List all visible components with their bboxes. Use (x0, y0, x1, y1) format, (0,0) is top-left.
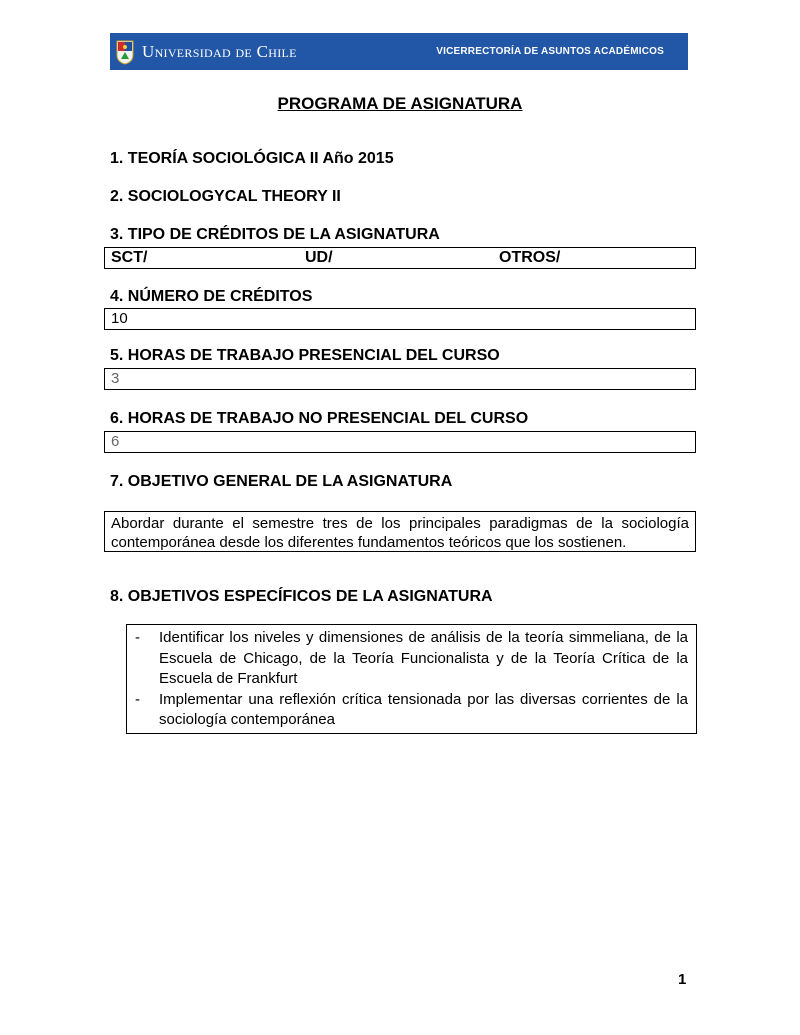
section-4-heading: 4. NÚMERO DE CRÉDITOS (110, 288, 313, 305)
section-6-heading: 6. HORAS DE TRABAJO NO PRESENCIAL DEL CURSO (110, 410, 529, 427)
sct-label: SCT/ (111, 249, 148, 266)
credits-box (104, 308, 696, 330)
ud-label: UD/ (305, 249, 333, 266)
vicerrectoria-label: VICERRECTORÍA DE ASUNTOS ACADÉMICOS (436, 46, 664, 57)
non-presential-hours-value: 6 (111, 433, 120, 450)
presential-hours-box (104, 368, 696, 390)
list-item: - Identificar los niveles y dimensiones de análisis de la teoría simmeliana, de la Escuela de Chicago, de la Teoría Funcionalista y de la Teoría Crítica de la Escuela de Frankfurt (135, 629, 688, 687)
university-crest-icon (116, 39, 134, 65)
general-objective-box (104, 511, 696, 552)
non-presential-hours-box (104, 431, 696, 453)
objective-text: Identificar los niveles y dimensiones de análisis de la teoría simmeliana, de la Escuela de Chicago, de la Teoría Funcionalista y de la Teoría Crítica de la Escuela de Frankfurt (159, 629, 688, 687)
section-2-heading: 2. SOCIOLOGYCAL THEORY II (110, 188, 341, 205)
section-8-heading: 8. OBJETIVOS ESPECÍFICOS DE LA ASIGNATURA (110, 588, 493, 605)
credits-value: 10 (111, 310, 128, 327)
objective-text: Implementar una reflexión crítica tensionada por las diversas corrientes de la sociología contemporánea (159, 690, 688, 728)
general-objective-text: Abordar durante el semestre tres de los principales paradigmas de la sociología contemporánea desde los diferentes fundamentos teóricos que los sostienen. (111, 515, 689, 551)
section-5-heading: 5. HORAS DE TRABAJO PRESENCIAL DEL CURSO (110, 347, 500, 364)
brand (116, 39, 297, 65)
page-number: 1 (678, 971, 687, 988)
header-banner (110, 33, 688, 70)
specific-objectives-box (126, 624, 697, 734)
page-title: PROGRAMA DE ASIGNATURA (277, 94, 523, 113)
credit-type-box (104, 247, 696, 269)
university-name: Universidad de Chile (142, 41, 297, 61)
list-item: - Implementar una reflexión crítica tensionada por las diversas corrientes de la sociología contemporánea (135, 690, 688, 728)
section-1-heading: 1. TEORÍA SOCIOLÓGICA II Año 2015 (110, 150, 394, 167)
section-7-heading: 7. OBJETIVO GENERAL DE LA ASIGNATURA (110, 473, 453, 490)
specific-objectives-list (135, 628, 688, 731)
otros-label: OTROS/ (499, 249, 561, 266)
presential-hours-value: 3 (111, 370, 120, 387)
section-3-heading: 3. TIPO DE CRÉDITOS DE LA ASIGNATURA (110, 226, 440, 243)
